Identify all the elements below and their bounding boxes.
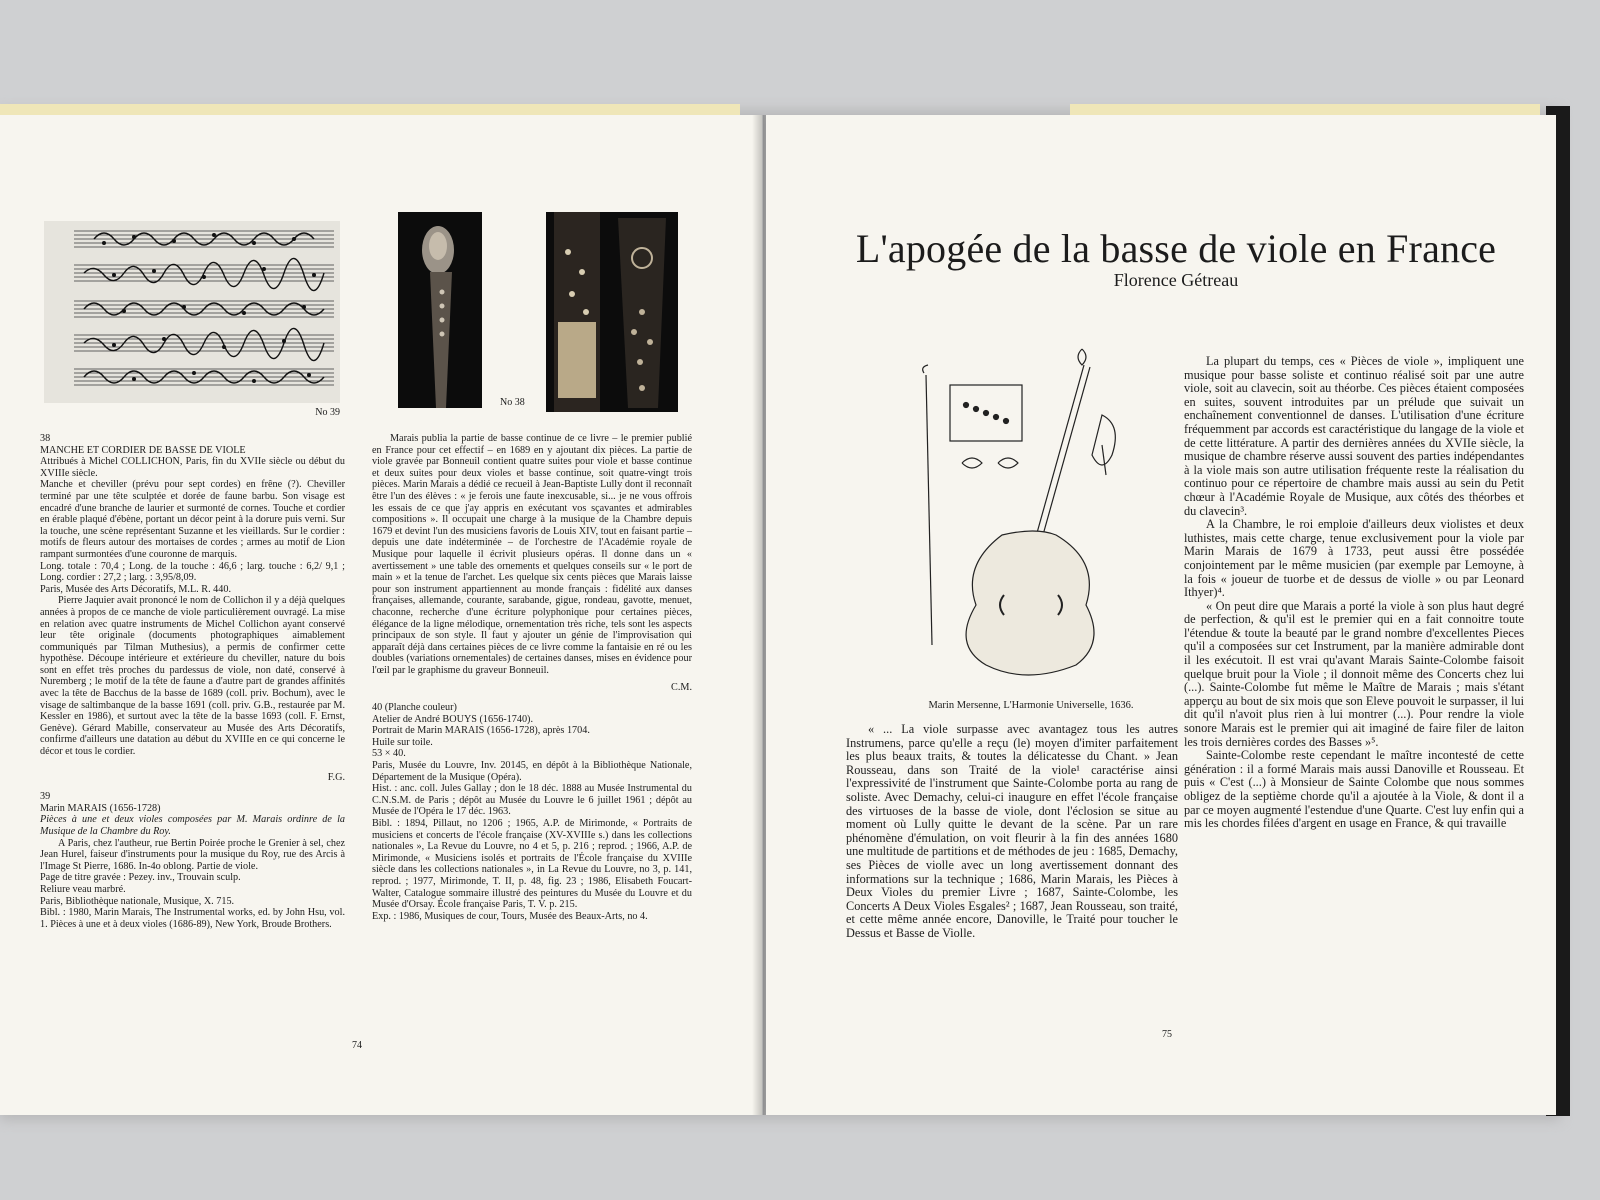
figure-caption: Marin Mersenne, L'Harmonie Universelle, 1636. — [928, 700, 1134, 711]
entry-38-signature: F.G. — [327, 771, 345, 783]
figure-label-38: No 38 — [500, 397, 525, 408]
entry-38-title: MANCHE ET CORDIER DE BASSE DE VIOLE — [40, 444, 246, 456]
entry-39-number: 39 — [40, 791, 51, 803]
pieces-de-viole-paragraph: La plupart du temps, ces « Pièces de viole », impliquent une musique pour basse soliste et continuo réalisé soit par une autre viole, soit au clavecin, soit au théorbe. Ces pièces étaient composées en suites, souvent introduites par un prélude que suivait un enchaînement conventionnel de danses. L'utilisation d'une écriture fréquemment par accords est caractéristique du langage de la viole et de cette littérature. A partir des dernières années du XVIIe siècle, la musique de chambre réserve aussi souvent des parties indépendantes à la viole mais son autre utilisation fréquente reste la réalisation du continuo pour ce répertoire de chambre mais aussi au sein du Petit chœur à l'Académie Royale de Musique, aux côtés des théorbes et du clavecin³. — [1184, 354, 1524, 518]
entry-40-location: Paris, Musée du Louvre, Inv. 20145, en dépôt à la Bibliothèque Nationale, Département de la Musique (Opéra). — [372, 760, 692, 783]
rousseau-quote-paragraph: « ... La viole surpasse avec avantagez tous les autres Instrumens, parce qu'elle a reçu (le) moyen d'imiter parfaitement les plus beaux traits, & toutes la délicatesse du Chant. » Jean Rousseau, dans son Traité de la viole¹ caractérise ainsi l'expressivité de l'instrument que Sainte-Colombe porta au rang de soliste. Avec Demachy, celui-ci inaugure en effet l'école française des virtuoses de la basse de viole, dont l'éclosion se situe au moment où Lully quitte le devant de la scène. Par un rare phénomène d'émulation, on voit fleurir à la fin des années 1680 une multitude de partitions et de méthodes de jeu : 1685, Demachy, ses Pièces de violle avec un long avertissement donnant des informations sur la technique ; 1686, Marin Marais, les Pièces à Deux Violes du premier Livre ; 1687, Sainte-Colombe, les Concerts A Deux Violes Esgales² ; 1687, Jean Rousseau, son traité, et cette même année encore, Danoville, le Traité pour toucher le Dessus et Basse de Violle. — [846, 722, 1178, 940]
entry-39-engraving: Page de titre gravée : Pezey. inv., Trouvain sculp. — [40, 872, 241, 884]
entry-39-publisher: A Paris, chez l'autheur, rue Bertin Poirée proche le Grenier à sel, chez Jean Hurel, faiseur d'instruments pour la musique du Roy, rue des Arcis à l'Image St Pierre, 1686. In-4o oblong. Partie de viole. — [40, 837, 345, 872]
left-column-2 — [372, 433, 692, 922]
right-right-column — [1184, 355, 1524, 831]
sainte-colombe-paragraph: Sainte-Colombe reste cependant le maître incontesté de cette génération : il a formé Marais mais aussi Danoville et Rousseau. Et puis « C'est (...) à Monsieur de Sainte Colombe que nous sommes obligez de la septième chorde qu'il a ajoutée à la Viole, & dont il a par ce moyen augmenté l'estendue d'une Quarte. C'est luy enfin qui a mis les chordes filées d'argent en usage en France, & qui travaille — [1184, 748, 1524, 831]
figure-label-39: No 39 — [315, 407, 340, 418]
entry-39-title: Marin MARAIS (1656-1728) — [40, 802, 161, 814]
entry-40-bibliography: Bibl. : 1894, Pillaut, no 1206 ; 1965, A.P. de Mirimonde, « Portraits de musiciens et concerts de l'école française (XV-XVIIIe s.) dans les collections nationales », La Revue du Louvre, no 4 et 5, p. 216 ; reprod. ; 1966, A.P. de Mirimonde, « Musiciens isolés et portraits de l'École française du XVIIIe siècle dans les collections nationales », in La Revue du Louvre, no 3, p. 141, reprod. ; 1977, Mirimonde, T. II, p. 48, fig. 23 ; 1986, Elisabeth Foucart-Walter, Catalogue sommaire illustré des peintures du Musée du Louvre et du Musée d'Orsay. École française Paris, T. V. p. 215. — [372, 818, 692, 911]
entry-38-commentary: Pierre Jaquier avait prononcé le nom de Collichon il y a déjà quelques années à propos de ce manche de viole particulièrement ouvragé. La mise en relation avec quatre instruments de Michel Collichon ayant conservé leur tête originale (documents photographiques aimablement communiqués par Tilman Muthesius), a permis de confirmer cette hypothèse. Découpe intérieure et extérieure du cheviller, nature du bois sont en effet très proches du pardessus de viole, non daté, conservé à Nuremberg ; le motif de la tête de faune a d'autre part de grandes affinités avec la tête de Bacchus de la basse de 1689 (coll. priv. Bochum), avec le visage de saltimbanque de la basse 1691 (coll. priv. G.B., restaurée par M. Kessler en 1986), et surtout avec la tête de la basse 1693 (coll. F. Ernst, Genève). Gérard Mabille, conservateur au Musée des Arts Décoratifs, confirme d'ailleurs une datation au début du XVIIIe en ce qui concerne le décor et tous le cordier. — [40, 595, 345, 758]
entry-40-medium: Huile sur toile. — [372, 736, 433, 748]
entry-40-exhibition: Exp. : 1986, Musiques de cour, Tours, Musée des Beaux-Arts, no 4. — [372, 910, 648, 922]
music-score-image — [44, 221, 340, 403]
entry-38-description: Manche et cheviller (prévu pour sept cordes) en frêne (?). Cheviller terminé par une tête sculptée et dorée de faune barbu. Son visage est encadré d'une branche de laurier et surmonté de cornes. Touche et cordier en érable plaqué d'ébène, portant un décor peint à la dorure puis verni. Sur la touche, une scène représentant Suzanne et les vieillards. Sur le cordier : motifs de fleurs autour des mortaises de cordes ; armes au motif de Lion rampant surmontées d'une couronne de marquis. — [40, 479, 345, 560]
marais-paragraph: Marais publia la partie de basse continue de ce livre – le premier publié en France pour cet effectif – en 1689 en y ajoutant dix pièces. La partie de viole gravée par Bonneuil contient quatre suites pour viole et basse continue et deux suites pour deux violes et basse continue, soit quatre-vingt trois pièces. Marin Marais a dédié ce recueil à Jean-Baptiste Lully dont il reconnaît être l'un des élèves : « je ferois une faute inexcusable, si... je ne vous offrois les essais de ce que j'ay appris en exécutant vos sçavantes et admirables compositions ». Il occupait une charge à la musique de la Chambre depuis 1679 et devint l'un des musiciens favoris de Louis XIV, tout en faisant partie – depuis une date indéterminée – de l'orchestre de l'Académie royale de Musique pour laquelle il écrivit plusieurs opéras. Il donne dans un « avertissement » une table des ornements et quelques conseils sur « le port de main » et la tenue de l'archet. Les quelque six cents pièces que Marais laisse pour son instrument appartiennent au monde français : fidélité aux danses françaises, allemande, courante, sarabande, gigue, rondeau, gavotte, menuet, chaconne, recherche d'une écriture polyphonique pour certaines pièces, élégance de la ligne mélodique, ornementation très riche, tels sont les aspects principaux de son style. Il faut y ajouter un génie de l'improvisation qui apparaît déjà dans certaines pièces de ce livre comme la fantaisie en ré ou les doubles (variations ornementales) de certaines danses, mises en évidence pour l'œil par le graphisme du graveur Bonneuil. — [372, 433, 692, 676]
entry-39-subtitle: Pièces à une et deux violes composées par M. Marais ordinre de la Musique de la Chambre du Roy. — [40, 814, 345, 837]
entry-40-number: 40 (Planche couleur) — [372, 702, 457, 714]
fingerboard-tailpiece-image — [546, 212, 678, 412]
viol-neck-photo — [398, 212, 482, 408]
chapter-author: Florence Gétreau — [1113, 270, 1239, 290]
entry-39-bibliography: Bibl. : 1980, Marin Marais, The Instrumental works, ed. by John Hsu, vol. 1. Pièces à une et à deux violes (1686-89), New York, Broude Brothers. — [40, 907, 345, 930]
entry-40-history: Hist. : anc. coll. Jules Gallay ; don le 18 déc. 1888 au Musée Instrumental du C.N.S.M. de Paris ; dépôt au Musée du Louvre le 6 juillet 1961 ; dépôt au Musée de l'Opéra le 17 déc. 1963. — [372, 783, 692, 818]
right-page — [766, 115, 1556, 1115]
entry-39-location: Paris, Bibliothèque nationale, Musique, X. 715. — [40, 895, 235, 907]
entry-40-size: 53 × 40. — [372, 748, 406, 760]
marais-quote-paragraph: « On peut dire que Marais a porté la viole à son plus haut degré de perfection, & qu'il est le premier qui en a fait connoitre toute l'étendue & toute la beauté par le grand nombre d'excellentes Pieces qu'il a composées sur cet Instrument, par la manière admirable dont il les exécutoit. Il est vrai qu'avant Marais Sainte-Colombe faisoit quelque bruit pour la Viole ; il donnoit même des Concerts chez lui (...). Sainte-Colombe fut même le Maître de Marais ; mais s'étant apperçu au bout de six mois que son Eleve pouvoit le surpasser, il lui dit qu'il n'avoit plus rien à lui montrer (...). Pour rendre la viole sonore Marais est le premier qui ait imaginé de faire filer de laiton les trois dernières cordes des Basses »⁵. — [1184, 598, 1524, 749]
left-page — [0, 115, 763, 1115]
viol-engraving-image — [902, 345, 1152, 685]
entry-38-attribution: Attribués à Michel COLLICHON, Paris, fin du XVIIe siècle ou début du XVIIIe siècle. — [40, 456, 345, 479]
right-left-column — [846, 723, 1178, 941]
entry-39-binding: Reliure veau marbré. — [40, 883, 126, 895]
left-column-1 — [40, 433, 345, 930]
chapter-title: L'apogée de la basse de viole en France — [855, 226, 1497, 271]
chambre-paragraph: A la Chambre, le roi emploie d'ailleurs deux violistes et deux luthistes, mais cette charge, tenue exclusivement pour la viole par Marin Marais de 1679 à 1733, peut aussi être possédée conjointement par le même musicien (par exemple par Lemoyne, à la fois « joueur de tuorbe et de dessus de violle » ou par Leonard Ithyer)⁴. — [1184, 517, 1524, 600]
fingerboard-tailpiece-photo — [546, 212, 678, 412]
page-number-left: 74 — [352, 1040, 362, 1051]
entry-38-location: Paris, Musée des Arts Décoratifs, M.L. R. 440. — [40, 583, 231, 595]
entry-40-workshop: Atelier de André BOUYS (1656-1740). — [372, 713, 533, 725]
mersenne-viol-engraving — [902, 345, 1152, 685]
marais-signature: C.M. — [671, 682, 692, 694]
page-number-right: 75 — [1162, 1029, 1172, 1040]
music-score-figure — [44, 221, 340, 418]
entry-38-measures: Long. totale : 70,4 ; Long. de la touche : 46,6 ; larg. touche : 6,2/ 9,1 ; Long. cordier : 27,2 ; larg. : 3,95/8,09. — [40, 560, 345, 584]
entry-40-title: Portrait de Marin MARAIS (1656-1728), après 1704. — [372, 725, 590, 737]
viol-scroll-image — [398, 212, 482, 408]
entry-38-number: 38 — [40, 433, 51, 444]
